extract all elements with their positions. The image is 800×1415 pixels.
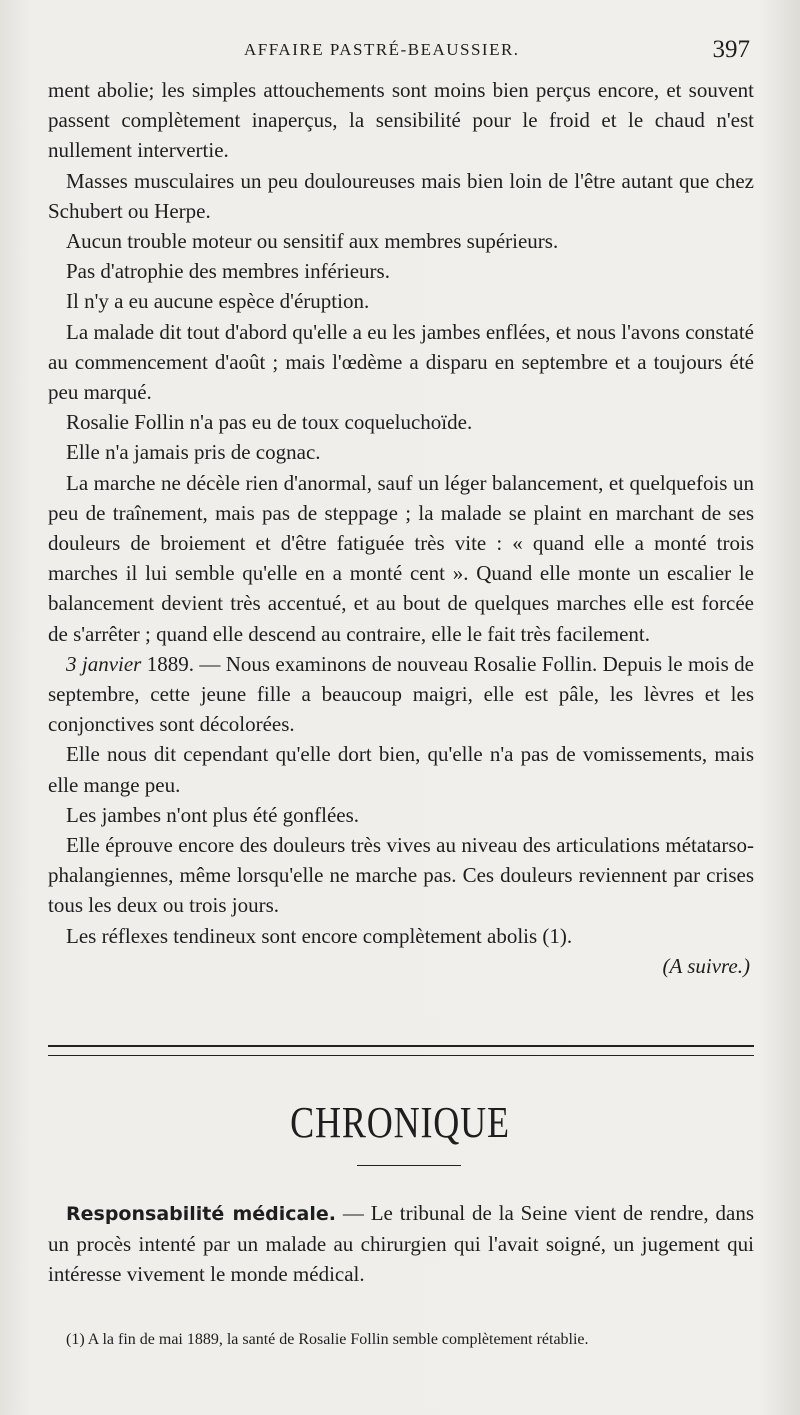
paragraph: Rosalie Follin n'a pas eu de toux coqueluchoïde. [66, 410, 473, 435]
paragraph: Pas d'atrophie des membres inférieurs. [66, 259, 390, 284]
article-text: — Le tribunal de la Seine vient de rendre, dans un procès intenté par un malade au chirurgien qui l'avait soigné, un jugement qui intéresse vivement le monde médical. [48, 1201, 754, 1287]
page-header [48, 36, 754, 72]
paragraph: Il n'y a eu aucune espèce d'éruption. [66, 289, 370, 314]
paragraph: Elle nous dit cependant qu'elle dort bien, qu'elle n'a pas de vomissements, mais elle mange peu. [48, 742, 754, 797]
paragraph: Les réflexes tendineux sont encore complètement abolis (1). [66, 923, 573, 948]
running-head: AFFAIRE PASTRÉ-BEAUSSIER. [244, 40, 520, 59]
article-heading: Responsabilité médicale. [66, 1203, 336, 1225]
paragraph: Aucun trouble moteur ou sensitif aux membres supérieurs. [66, 229, 559, 254]
paragraph: Elle n'a jamais pris de cognac. [66, 440, 321, 465]
paragraph: Les jambes n'ont plus été gonflées. [66, 802, 360, 827]
article-paragraph [48, 1198, 754, 1290]
paragraph: La malade dit tout d'abord qu'elle a eu les jambes enflées, et nous l'avons constaté au commencement d'août ; mais l'œdème a disparu en septembre et a toujours été peu marqué. [48, 319, 754, 405]
dated-paragraph [48, 649, 754, 740]
section-divider-thin [48, 1055, 754, 1056]
section-title: CHRONIQUE [290, 1098, 510, 1147]
to-be-continued: (A suivre.) [662, 953, 750, 978]
page-number: 397 [712, 36, 750, 63]
paragraph: ment abolie; les simples attouchements sont moins bien perçus encore, et souvent passent complètement inaperçus, la sensibilité pour le froid et le chaud n'est nullement intervertie. [48, 78, 754, 163]
paragraph: Masses musculaires un peu douloureuses mais bien loin de l'être autant que chez Schubert ou Herpe. [48, 168, 754, 223]
paragraph: La marche ne décèle rien d'anormal, sauf un léger balancement, et quelquefois un peu de traînement, mais pas de steppage ; la malade se plaint en marchant de ses douleurs de broiement et d'être fatiguée très vite : « quand elle a monté trois marches il lui semble qu'elle en a monté cent ». Quand elle monte un escalier le balancement devient très accentué, et au bout de quelques marches elle est forcée de s'arrêter ; quand elle descend au contraire, elle le fait très facilement. [48, 470, 754, 646]
entry-date: 3 janvier [66, 651, 142, 676]
footnote [48, 1329, 754, 1351]
title-underline [357, 1165, 461, 1166]
entry-text: 1889. — Nous examinons de nouveau Rosalie Follin. Depuis le mois de septembre, cette jeune fille a beaucoup maigri, elle est pâle, les lèvres et les conjonctives sont décolorées. [48, 651, 754, 737]
chronicle-article [48, 1198, 754, 1290]
paragraph: Elle éprouve encore des douleurs très vives au niveau des articulations métatarso-phalangiennes, même lorsqu'elle ne marche pas. Ces douleurs reviennent par crises tous les deux ou trois jours. [48, 833, 754, 918]
case-report-text [48, 75, 754, 981]
footnote-text: (1) A la fin de mai 1889, la santé de Rosalie Follin semble complètement rétablie. [66, 1331, 589, 1348]
section-divider-thick [48, 1045, 754, 1047]
